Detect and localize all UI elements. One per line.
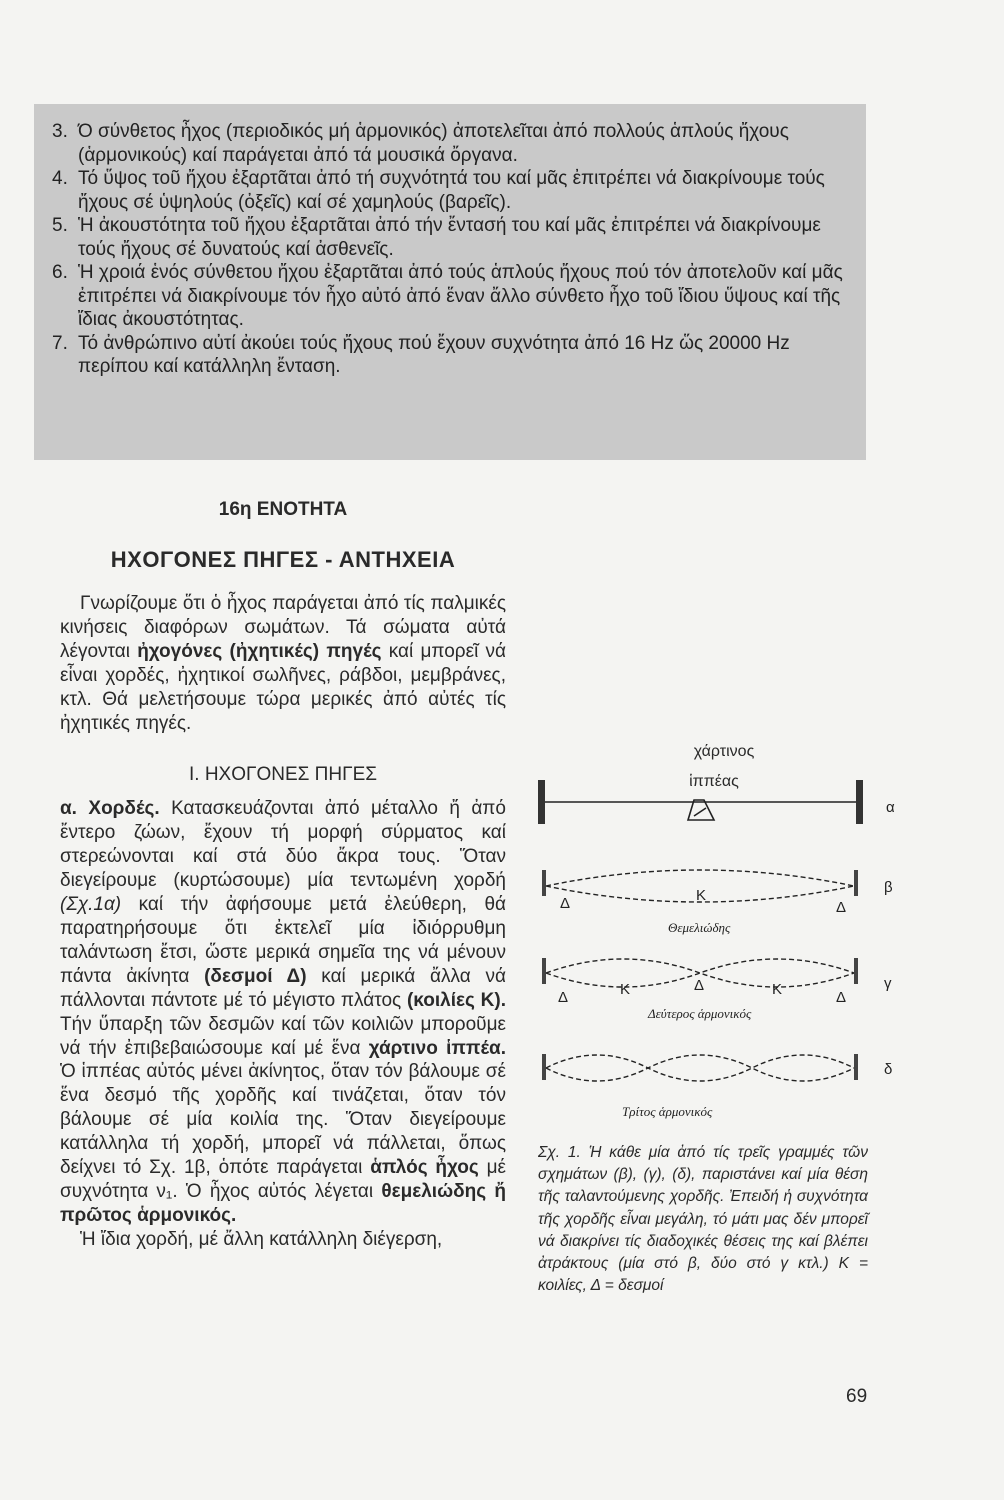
label-d: δ — [884, 1061, 893, 1078]
intro-paragraph: Γνωρίζουμε ὅτι ὁ ἦχος παράγεται ἀπό τίς παλμικές κινήσεις διαφόρων σωμάτων. Τά σώματα αὐτά λέγονται ἠχογόνες (ἠχητικές) πηγές καί μπορεῖ νά εἶναι χορδές, ἠχητικοί σωλῆνες, ράβδοι, μεμβράνες, κτλ. Θά μελετήσουμε τώρα μερικές ἀπό αὐτές τίς ἠχητικές πηγές. — [60, 593, 506, 734]
summary-item: 5. Ἡ ἀκουστότητα τοῦ ἤχου ἐξαρτᾶται ἀπό τήν ἔντασή του καί μᾶς ἐπιτρέπει νά διακρίνουμε τούς ἤχους σέ δυνατούς καί ἀσθενεῖς. — [52, 215, 821, 260]
name-fundamental: Θεμελιώδης — [668, 920, 731, 935]
node-label: Δ — [836, 989, 847, 1006]
string-vibration-figure — [530, 736, 910, 1136]
continuation-line: Ἡ ἴδια χορδή, μέ ἄλλη κατάλληλη διέγερση, — [80, 1228, 443, 1250]
string-c — [542, 958, 892, 1021]
node-label: Δ — [694, 977, 705, 994]
string-d — [542, 1054, 892, 1119]
label-a: α — [886, 799, 895, 816]
strings-paragraph: α. Χορδές. Κατασκευάζονται ἀπό μέταλλο ἤ ἀπό ἔντερο ζώων, ἔχουν τή μορφή σύρματος καί στερεώνονται καί στά δύο ἄκρα τους. Ὅταν διεγείρουμε (κυρτώσουμε) μία τεντωμένη χορδή (Σχ.1α) καί τήν ἀφήσουμε μετά ἐλεύθερη, θά παρατηρήσουμε ὅτι ἐκτελεῖ μία ἰδιόρρυθμη ταλάντωση ἔτσι, ὥστε μερικά σημεῖα της νά μένουν πάντα ἀκίνητα (δεσμοί Δ) καί μερικά ἄλλα νά πάλλονται πάντοτε μέ τό μέγιστο πλάτος (κοιλίες Κ). Τήν ὕπαρξη τῶν δεσμῶν καί τῶν κοιλιῶν μποροῦμε νά τήν ἐπιβεβαιώσουμε καί μέ ἕνα χάρτινο ἱππέα. Ὁ ἱππέας αὐτός μένει ἀκίνητος, ὅταν τόν βάλουμε σέ ἕνα δεσμό τῆς χορδῆς καί τινάζεται, ὅταν τόν βάλουμε σέ μία κοιλία της. Ὅταν διεγείρουμε κατάλληλα τή χορδή, μπορεῖ νά πάλλεται, ὅπως δείχνει τό Σχ. 1β, ὁπότε παράγεται ἁπλός ἦχος μέ συχνότητα ν₁. Ὁ ἦχος αὐτός λέγεται θεμελιώδης ἤ πρῶτος ἁρμονικός. — [60, 798, 506, 1226]
main-text-column — [60, 498, 506, 1252]
wave-lower — [546, 1055, 854, 1081]
section-title: ΗΧΟΓΟΝΕΣ ΠΗΓΕΣ - ΑΝΤΗΧΕΙΑ — [110, 547, 456, 572]
node-label: Δ — [560, 895, 571, 912]
summary-box — [34, 104, 866, 460]
clamp-left — [542, 1054, 546, 1080]
name-third-harmonic: Τρίτος ἁρμονικός — [622, 1104, 713, 1119]
clamp-right — [854, 958, 858, 984]
clamp-right — [854, 870, 858, 896]
node-label: Δ — [836, 899, 847, 916]
name-second-harmonic: Δεύτερος ἁρμονικός — [648, 1006, 752, 1021]
antinode-label: Κ — [696, 887, 707, 904]
antinode-label: Κ — [772, 981, 783, 998]
figure-caption: Σχ. 1. Ἡ κάθε μία ἀπό τίς τρεῖς γραμμές τῶν σχημάτων (β), (γ), (δ), παριστάνει καί μία θέση τῆς ταλαντούμενης χορδῆς. Ἐπειδή ἡ συχνότητα τῆς χορδῆς εἶναι μεγάλη, τό μάτι μας δέν μπορεῖ νά διακρίνει τίς διαδοχικές θέσεις της καί βλέπει ἀτράκτους (μία στό β, δύο στό γ κτλ.) Κ = κοιλίες, Δ = δεσμοί — [538, 1144, 868, 1295]
rider-label-line1: χάρτινος — [693, 743, 755, 760]
wave-upper — [546, 1055, 854, 1081]
page-number: 69 — [846, 1386, 868, 1407]
clamp-left — [542, 958, 546, 984]
rider-label-line2: ἱππέας — [689, 773, 739, 790]
clamp-left — [538, 780, 545, 824]
summary-item: 3. Ό σύνθετος ἦχος (περιοδικός μή ἁρμονικός) ἀποτελεῖται ἀπό πολλούς ἁπλούς ἤχους (ἁρμονικούς) καί παράγεται ἀπό τά μουσικά ὄργανα. — [52, 121, 789, 166]
summary-item: 6. Ἡ χροιά ἑνός σύνθετου ἤχου ἐξαρτᾶται ἀπό τούς ἁπλούς ἤχους πού τόν ἀποτελοῦν καί μᾶς ἐπιτρέπει νά διακρίνουμε τόν ἦχο αὐτό ἀπό ἕναν ἄλλο σύνθετο ἦχο τοῦ ἴδιου ὕψους καί τῆς ἴδιας ἀκουστότητας. — [52, 262, 843, 330]
summary-item: 4. Τό ὕψος τοῦ ἤχου ἐξαρτᾶται ἀπό τή συχνότητά του καί μᾶς ἐπιτρέπει νά διακρίνουμε τούς ἤχους σέ ὑψηλούς (ὀξεῖς) καί σέ χαμηλούς (βαρεῖς). — [52, 168, 825, 213]
wave-upper — [546, 870, 854, 886]
label-b: β — [884, 879, 893, 896]
subheading-sources: Ι. ΗΧΟΓΟΝΕΣ ΠΗΓΕΣ — [189, 764, 377, 786]
node-label: Δ — [558, 989, 569, 1006]
summary-item: 7. Τό ἀνθρώπινο αὐτί ἀκούει τούς ἤχους πού ἔχουν συχνότητα ἀπό 16 Hz ὥς 20000 Hz περίπου καί κατάλληλη ἔνταση. — [52, 332, 790, 377]
label-c: γ — [884, 975, 892, 992]
clamp-right — [856, 780, 863, 824]
unit-title: 16η ΕΝΟΤΗΤΑ — [218, 499, 348, 520]
clamp-right — [854, 1054, 858, 1080]
rider-icon — [688, 800, 714, 820]
string-b — [542, 870, 893, 935]
clamp-left — [542, 870, 546, 896]
antinode-label: Κ — [620, 981, 631, 998]
